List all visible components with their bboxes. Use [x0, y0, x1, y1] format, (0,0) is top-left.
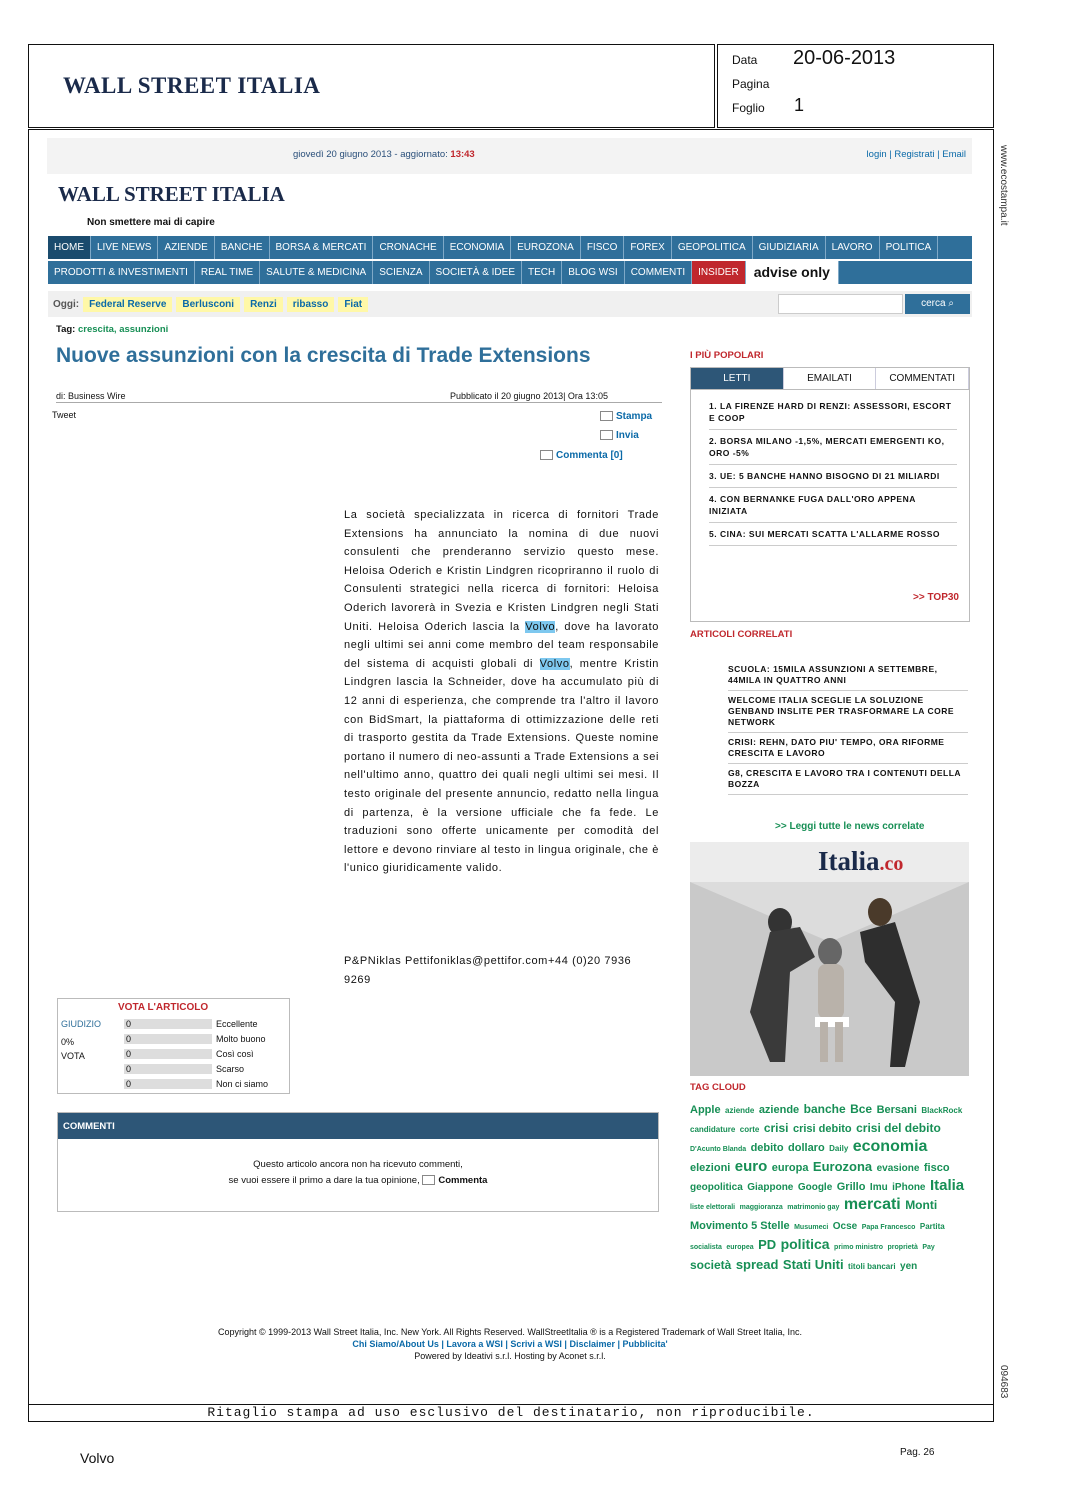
tag-cloud-item[interactable]: Italia	[929, 1177, 965, 1194]
vote-row[interactable]	[120, 1076, 268, 1091]
related-list	[728, 660, 968, 795]
sheet-value: 1	[794, 95, 805, 115]
popular-list	[709, 395, 957, 546]
tag-cloud-item[interactable]: candidature	[690, 1125, 736, 1134]
comments-line1: Questo articolo ancora non ha ricevuto commenti,	[253, 1159, 463, 1170]
comments-line2-wrap: se vuoi essere il primo a dare la tua opinione, Commenta	[228, 1175, 488, 1186]
tag-cloud-item[interactable]: crisi debito	[792, 1123, 852, 1135]
site-tagline: Non smettere mai di capire	[87, 217, 215, 228]
tag-cloud-item[interactable]: Pay	[922, 1244, 935, 1251]
article-published: Pubblicato il 20 giugno 2013| Ora 13:05	[450, 391, 608, 401]
tweet-button[interactable]: Tweet	[52, 410, 77, 420]
site-footer	[48, 1326, 972, 1362]
vote-bar: 0	[124, 1034, 212, 1044]
read-all-link[interactable]: >> Leggi tutte le news correlate	[775, 821, 925, 832]
search-icon: ⌕	[948, 298, 954, 309]
nav-item[interactable]: COMMENTI	[625, 261, 692, 284]
tag-cloud-item[interactable]: Musumeci	[794, 1224, 829, 1231]
nav-item[interactable]: TECH	[522, 261, 562, 284]
popular-title: I PIÙ POPOLARI	[690, 350, 764, 361]
vote-option: Non ci siamo	[216, 1078, 269, 1089]
ad-brand: Italia.co	[818, 846, 904, 876]
tag-cloud-item[interactable]: PD	[758, 1237, 777, 1252]
press-header-left	[28, 44, 715, 128]
tag-cloud-item[interactable]: aziende	[725, 1106, 755, 1115]
vote-label: VOTA	[61, 1051, 85, 1061]
popular-item[interactable]: 5. CINA: SUI MERCATI SCATTA L'ALLARME ROSSO	[709, 523, 957, 546]
side-url: www.ecostampa.it	[998, 145, 1009, 226]
tag-cloud-item[interactable]: Bce	[850, 1102, 873, 1116]
related-item[interactable]: SCUOLA: 15MILA ASSUNZIONI A SETTEMBRE, 44MILA IN QUATTRO ANNI	[728, 660, 968, 691]
related-item[interactable]: WELCOME ITALIA SCEGLIE LA SOLUZIONE GENBAND INSLITE PER TRASFORMARE LA CORE NETWORK	[728, 691, 968, 733]
tag-cloud-item[interactable]: Ocse	[832, 1221, 858, 1232]
related-item[interactable]: G8, CRESCITA E LAVORO TRA I CONTENUTI DELLA BOZZA	[728, 764, 968, 795]
tag-cloud-item[interactable]: debito	[750, 1142, 784, 1154]
nav-item[interactable]: BANCHE	[215, 236, 270, 259]
send-link[interactable]: Invia	[600, 430, 639, 441]
popular-item[interactable]: 1. LA FIRENZE HARD DI RENZI: ASSESSORI, ESCORT E COOP	[709, 395, 957, 430]
mail-icon	[600, 430, 613, 440]
today-tag[interactable]: Fiat	[338, 297, 368, 312]
page-number: Pag. 26	[900, 1447, 935, 1458]
nav-item[interactable]: FOREX	[624, 236, 671, 259]
nav-item[interactable]: LIVE NEWS	[91, 236, 158, 259]
top30-link[interactable]: >> TOP30	[913, 592, 959, 603]
tag-cloud-item[interactable]: proprietà	[887, 1244, 918, 1251]
today-tag[interactable]: Federal Reserve	[83, 297, 172, 312]
popular-tab[interactable]: EMAILATI	[784, 368, 877, 389]
nav-item[interactable]: SALUTE & MEDICINA	[260, 261, 373, 284]
search-input[interactable]	[778, 294, 903, 314]
tag-cloud-item[interactable]: Bersani	[876, 1104, 917, 1116]
tag-cloud-item[interactable]: titoli bancari	[848, 1262, 896, 1271]
vote-rows	[120, 1016, 268, 1091]
vote-box	[57, 998, 290, 1094]
press-masthead: WALL STREET ITALIA	[63, 73, 321, 98]
tag-cloud-item[interactable]: Partita	[919, 1222, 945, 1231]
tag-cloud-item[interactable]: mercati	[843, 1196, 901, 1213]
tag-cloud-item[interactable]: Movimento 5 Stelle	[690, 1220, 790, 1232]
highlight-volvo: Volvo	[525, 620, 556, 633]
footer-copyright: Copyright © 1999-2013 Wall Street Italia, Inc. New York. All Rights Reserved. WallStreetItalia ® is a Registered Trademark of Wall Street Italia, Inc.	[217, 1327, 802, 1337]
popular-tab[interactable]: LETTI	[691, 368, 784, 389]
article-contact: P&PNiklas Pettifoniklas@pettifor.com+44 (0)20 7936 9269	[344, 955, 632, 986]
tag-cloud-item[interactable]: spread	[735, 1257, 779, 1272]
tag-label: Tag:	[56, 324, 76, 335]
vote-option: Scarso	[216, 1063, 245, 1074]
tag-cloud-item[interactable]: europea	[726, 1244, 754, 1251]
tag-cloud-item[interactable]: Daily	[829, 1144, 849, 1153]
popular-item[interactable]: 3. UE: 5 BANCHE HANNO BISOGNO DI 21 MILIARDI	[709, 465, 957, 488]
top-bar	[47, 138, 972, 174]
popular-tab[interactable]: COMMENTATI	[876, 368, 969, 389]
footer-links[interactable]: Chi Siamo/About Us | Lavora a WSI | Scrivi a WSI | Disclaimer | Pubblicita'	[352, 1339, 668, 1349]
vote-bar: 0	[124, 1064, 212, 1074]
date-value: 20-06-2013	[793, 47, 896, 69]
nav-item[interactable]: FISCO	[581, 236, 625, 259]
print-icon	[600, 411, 613, 421]
tag-cloud-item[interactable]: matrimonio gay	[787, 1204, 840, 1211]
tag-cloud-item[interactable]: D'Acunto Blanda	[690, 1146, 747, 1153]
nav-item[interactable]: HOME	[48, 236, 91, 259]
popular-item[interactable]: 4. CON BERNANKE FUGA DALL'ORO APPENA INIZIATA	[709, 488, 957, 523]
tag-cloud-item[interactable]: Eurozona	[812, 1159, 873, 1174]
highlight-volvo: Volvo	[539, 657, 570, 670]
tag-cloud-item[interactable]: dollaro	[788, 1142, 825, 1154]
vote-option: Molto buono	[216, 1033, 266, 1044]
press-header-right	[717, 44, 994, 128]
comment-link[interactable]: Commenta [0]	[540, 450, 623, 461]
vote-option: Eccellente	[216, 1018, 258, 1029]
tag-cloud-item[interactable]: Apple	[690, 1104, 721, 1116]
nav-item[interactable]: REAL TIME	[195, 261, 260, 284]
update-time: 13:43	[450, 149, 475, 160]
tagcloud-title: TAG CLOUD	[690, 1082, 746, 1093]
article-title: Nuove assunzioni con la crescita di Trade Extensions	[56, 344, 591, 367]
vote-pct: 0%	[61, 1037, 75, 1047]
tag-cloud-item[interactable]: Imu	[869, 1182, 888, 1193]
tag-cloud-item[interactable]: Stati Uniti	[782, 1257, 844, 1272]
tag-cloud-item[interactable]: iPhone	[892, 1182, 926, 1193]
tag-cloud-item[interactable]: BlackRock	[921, 1106, 963, 1115]
today-tag[interactable]: Renzi	[244, 297, 283, 312]
tag-cloud-item[interactable]: crisi del debito	[856, 1121, 941, 1135]
tag-cloud-item[interactable]: società	[690, 1258, 732, 1272]
vote-bar: 0	[124, 1019, 212, 1029]
today-label: Oggi:	[53, 298, 80, 310]
tag-cloud-item[interactable]: crisi	[763, 1121, 789, 1135]
nav-item[interactable]: LAVORO	[826, 236, 880, 259]
tag-cloud-item[interactable]: primo ministro	[834, 1244, 884, 1251]
tag-cloud-item[interactable]: liste elettorali	[690, 1204, 736, 1211]
bottom-keyword: Volvo	[80, 1450, 115, 1466]
nav-item[interactable]: PRODOTTI & INVESTIMENTI	[48, 261, 195, 284]
side-code: 094683	[998, 1365, 1009, 1399]
nav-item[interactable]: POLITICA	[880, 236, 939, 259]
site-logo[interactable]: WALL STREET ITALIA	[58, 182, 285, 206]
nav-item[interactable]: advise only	[746, 261, 839, 284]
article-body: La società specializzata in ricerca di fornitori Trade Extensions ha annunciato la nomina di due nuovi consulenti che prenderanno servizio questo mese. Heloisa Oderich e Kristin Lindgren ricopriranno il ruolo di Consulenti strategici nella ricerca di fornitori: Heloisa Oderich lavorerà in Svezia e Kristen Lindgren negli Stati Uniti. Heloisa Oderich lascia la Volvo, dove ha lavorato negli ultimi sei anni come membro del team responsabile del sistema di acquisti globali di Volvo, mentre Kristin Lindgren lascia la Schneider, dove ha accumulato più di 12 anni di esperienza, che comprende tra l'altro il lavoro con BidSmart, la piattaforma di ottimizzazione delle reti di trasporto gestita da Trade Extensions. Queste nomine portano il numero di neo-assunti a Trade Extensions a sei nell'ultimo anno, quattro dei quali negli ultimi sei mesi. Il testo originale del presente annuncio, redatto nella lingua di partenza, è la versione ufficiale che fa fede. Le traduzioni sono offerte unicamente per comodità del lettore e devono rinviare al testo in lingua originale, che è l'unico giuridicamente valido.	[344, 509, 659, 875]
tag-cloud-item[interactable]: Papa Francesco	[861, 1224, 916, 1231]
tag-cloud-item[interactable]: euro	[734, 1158, 768, 1175]
related-title: ARTICOLI CORRELATI	[690, 629, 793, 640]
secondary-nav	[48, 261, 972, 285]
nav-item[interactable]: GIUDIZIARIA	[753, 236, 826, 259]
clipping-notice: Ritaglio stampa ad uso esclusivo del destinatario, non riproducibile.	[28, 1404, 994, 1422]
comments-box	[57, 1112, 659, 1212]
tag-cloud-item[interactable]: Grillo	[836, 1181, 866, 1193]
tag-cloud-item[interactable]: yen	[900, 1261, 918, 1272]
vote-row[interactable]	[120, 1016, 268, 1031]
main-nav	[48, 236, 972, 260]
nav-item[interactable]: SCIENZA	[373, 261, 429, 284]
comments-header: COMMENTI	[58, 1113, 658, 1139]
article-author: di: Business Wire	[56, 391, 126, 401]
tag-cloud-item[interactable]: elezioni	[690, 1162, 731, 1174]
tag-cloud-item[interactable]: Monti	[905, 1198, 938, 1212]
today-tags	[83, 297, 372, 312]
print-link[interactable]: Stampa	[600, 411, 652, 422]
article-rule	[56, 402, 662, 403]
nav-item[interactable]: INSIDER	[692, 261, 746, 284]
tag-cloud-item[interactable]: economia	[852, 1138, 928, 1155]
page-label: Pagina	[732, 77, 770, 91]
tag-cloud	[690, 1100, 965, 1275]
popular-box	[690, 367, 970, 622]
vote-row[interactable]	[120, 1046, 268, 1061]
vote-row[interactable]	[120, 1061, 268, 1076]
popular-item[interactable]: 2. BORSA MILANO -1,5%, MERCATI EMERGENTI KO, ORO -5%	[709, 430, 957, 465]
related-item[interactable]: CRISI: REHN, DATO PIU' TEMPO, ORA RIFORME CRESCITA E LAVORO	[728, 733, 968, 764]
account-links[interactable]: login | Registrati | Email	[866, 149, 966, 160]
date-label: Data	[732, 53, 758, 67]
vote-bar: 0	[124, 1049, 212, 1059]
sheet-label: Foglio	[732, 101, 765, 115]
tag-cloud-item[interactable]: Giappone	[747, 1182, 794, 1193]
today-tag[interactable]: Berlusconi	[176, 297, 240, 312]
footer-powered: Powered by Ideativi s.r.l. Hosting by Aconet s.r.l.	[414, 1351, 606, 1361]
comments-link[interactable]: Commenta	[438, 1175, 488, 1186]
tag-cloud-item[interactable]: corte	[739, 1125, 760, 1134]
nav-item[interactable]: EUROZONA	[511, 236, 581, 259]
vote-bar: 0	[124, 1079, 212, 1089]
tag-cloud-item[interactable]: maggioranza	[739, 1204, 783, 1211]
nav-item[interactable]: GEOPOLITICA	[672, 236, 753, 259]
vote-title: VOTA L'ARTICOLO	[118, 1002, 209, 1013]
tag-cloud-item[interactable]: banche	[803, 1102, 846, 1116]
tag-cloud-item[interactable]: aziende	[758, 1104, 800, 1116]
tag-cloud-item[interactable]: geopolitica	[690, 1182, 743, 1193]
comment-icon	[422, 1175, 435, 1185]
nav-item[interactable]: AZIENDE	[158, 236, 214, 259]
popular-tabs	[691, 368, 969, 390]
today-bar	[48, 291, 972, 317]
nav-item[interactable]: BORSA & MERCATI	[270, 236, 374, 259]
bottom-rule	[28, 1421, 994, 1422]
tag-cloud-item[interactable]: politica	[780, 1236, 830, 1252]
nav-item[interactable]: BLOG WSI	[562, 261, 624, 284]
tag-cloud-item[interactable]: evasione	[876, 1163, 920, 1174]
nav-item[interactable]: ECONOMIA	[444, 236, 511, 259]
nav-item[interactable]: SOCIETÀ & IDEE	[430, 261, 522, 284]
ad-photo	[690, 882, 969, 1076]
ad-banner[interactable]	[690, 842, 969, 1076]
article-tags[interactable]: crescita, assunzioni	[78, 324, 169, 335]
today-tag[interactable]: ribasso	[287, 297, 335, 312]
vote-judgement: GIUDIZIO	[61, 1019, 101, 1029]
tag-cloud-item[interactable]: europa	[771, 1162, 809, 1174]
search-button[interactable]: cerca ⌕	[905, 294, 970, 314]
tag-cloud-item[interactable]: socialista	[690, 1244, 722, 1251]
tag-cloud-item[interactable]: fisco	[923, 1162, 950, 1174]
comment-icon	[540, 450, 553, 460]
vote-row[interactable]	[120, 1031, 268, 1046]
tag-cloud-item[interactable]: Google	[797, 1182, 833, 1193]
vote-option: Così così	[216, 1048, 254, 1059]
date-line: giovedì 20 giugno 2013 - aggiornato:	[293, 149, 448, 160]
nav-item[interactable]: CRONACHE	[373, 236, 443, 259]
